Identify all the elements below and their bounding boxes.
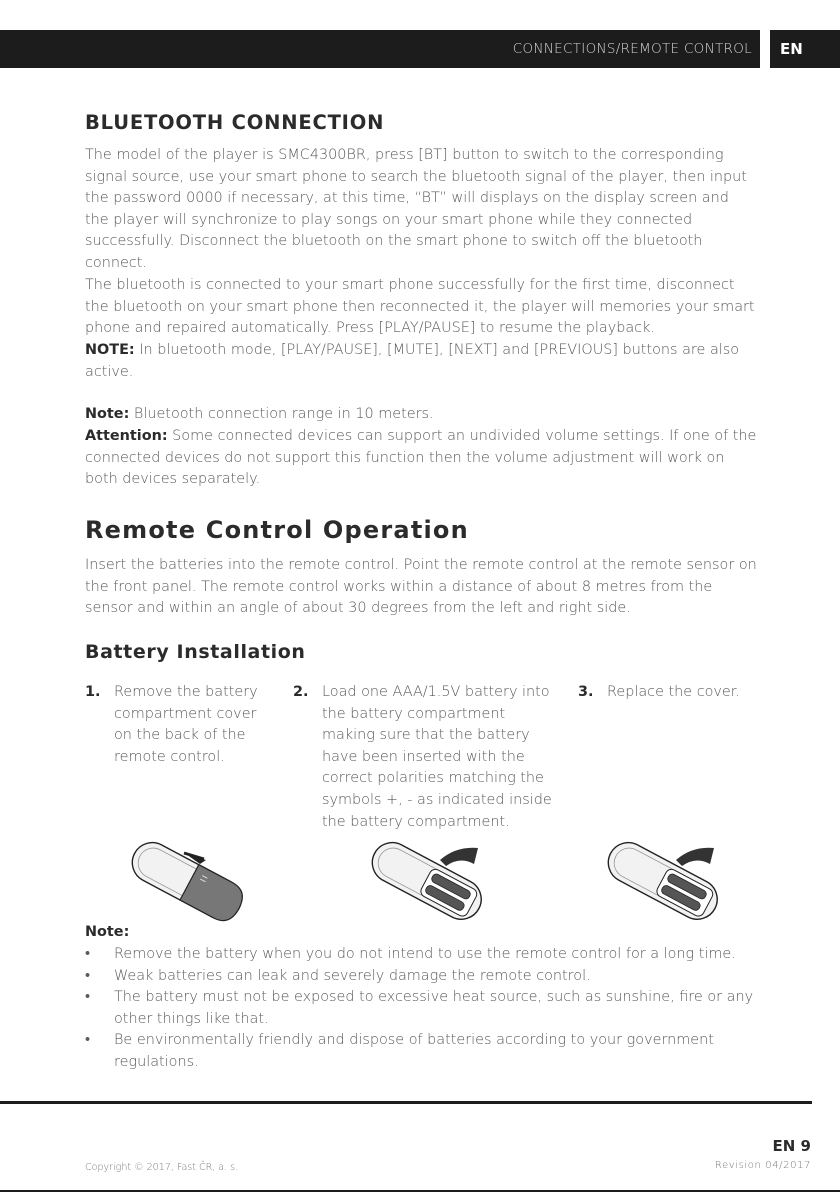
step-text: Remove the battery compartment cover on the back of the remote control.	[114, 684, 258, 765]
bullet: •	[85, 1032, 91, 1049]
range-note-text: Bluetooth connection range in 10 meters.	[129, 406, 434, 422]
header-bar	[0, 30, 760, 68]
bullet: •	[85, 989, 91, 1006]
bluetooth-note	[85, 340, 757, 383]
step-number: 1.	[85, 684, 101, 700]
note-label: NOTE:	[85, 342, 135, 358]
language-label: EN	[780, 40, 803, 58]
bluetooth-paragraph-2: The bluetooth is connected to your smart phone successfully for the first time, disconnect the bluetooth on your smart phone then reconnected it, the player will memories your smart phone and repaired automatically. Press [PLAY/PAUSE] to resume the playback.	[85, 277, 755, 337]
step-number: 3.	[578, 684, 594, 700]
remote-paragraph: Insert the batteries into the remote control. Point the remote control at the remote sensor on the front panel. The remote control works within a distance of about 8 metres from the sensor and within an angle of about 30 degrees from the left and right side.	[85, 557, 757, 617]
list-item	[85, 1030, 765, 1073]
remote-heading: Remote Control Operation	[85, 516, 469, 544]
step-number: 2.	[293, 684, 309, 700]
step-text: Replace the cover.	[607, 684, 740, 700]
bluetooth-attention	[85, 426, 757, 491]
list-item-text: The battery must not be exposed to excessive heat source, such as sunshine, fire or any other things like that.	[114, 989, 754, 1027]
list-item-text: Weak batteries can leak and severely damage the remote control.	[114, 967, 591, 984]
page-number: EN 9	[772, 1137, 811, 1155]
revision: Revision 04/2017	[714, 1160, 811, 1171]
list-item	[85, 966, 765, 988]
footer-rule	[0, 1101, 812, 1104]
language-badge	[770, 30, 840, 68]
list-item-text: Be environmentally friendly and dispose of batteries according to your government regulations.	[114, 1032, 714, 1070]
section-title: CONNECTIONS/REMOTE CONTROL	[512, 41, 752, 57]
battery-note-label: Note:	[85, 924, 130, 940]
list-item	[85, 987, 765, 1030]
battery-notes-list	[85, 944, 765, 1074]
attention-text: Some connected devices can support an undivided volume settings. If one of the connected devices do not support this function then the volume adjustment will work on both devices separately.	[85, 428, 757, 488]
list-item	[85, 944, 765, 966]
attention-label: Attention:	[85, 428, 168, 444]
step-text: Load one AAA/1.5V battery into the battery compartment making sure that the battery have been inserted with the correct polarities matching the symbols +, - as indicated inside the battery compartment.	[322, 684, 552, 830]
bluetooth-range-note	[85, 404, 757, 426]
remote-remove-cover-illustration	[120, 838, 250, 923]
bluetooth-paragraph-1: The model of the player is SMC4300BR, press [BT] button to switch to the corresponding signal source, use your smart phone to search the bluetooth signal of the player, then input the password 0000 if necessary, at this time, “BT” will displays on the display screen and the player will synchronize to play songs on your smart phone while they connected successfully. Disconnect the bluetooth on the smart phone to switch off the bluetooth connect.	[85, 147, 747, 271]
bullet: •	[85, 967, 91, 984]
note-text: In bluetooth mode, [PLAY/PAUSE], [MUTE], [NEXT] and [PREVIOUS] buttons are also active.	[85, 342, 740, 380]
battery-heading: Battery Installation	[85, 641, 306, 663]
remote-load-battery-illustration	[360, 838, 490, 923]
copyright: Copyright © 2017, Fast ČR, a. s.	[85, 1162, 239, 1173]
bluetooth-heading: BLUETOOTH CONNECTION	[85, 111, 385, 134]
bullet: •	[85, 946, 91, 962]
remote-replace-cover-illustration	[596, 838, 726, 923]
range-note-label: Note:	[85, 406, 130, 422]
list-item-text: Remove the battery when you do not intend to use the remote control for a long time.	[114, 946, 736, 962]
